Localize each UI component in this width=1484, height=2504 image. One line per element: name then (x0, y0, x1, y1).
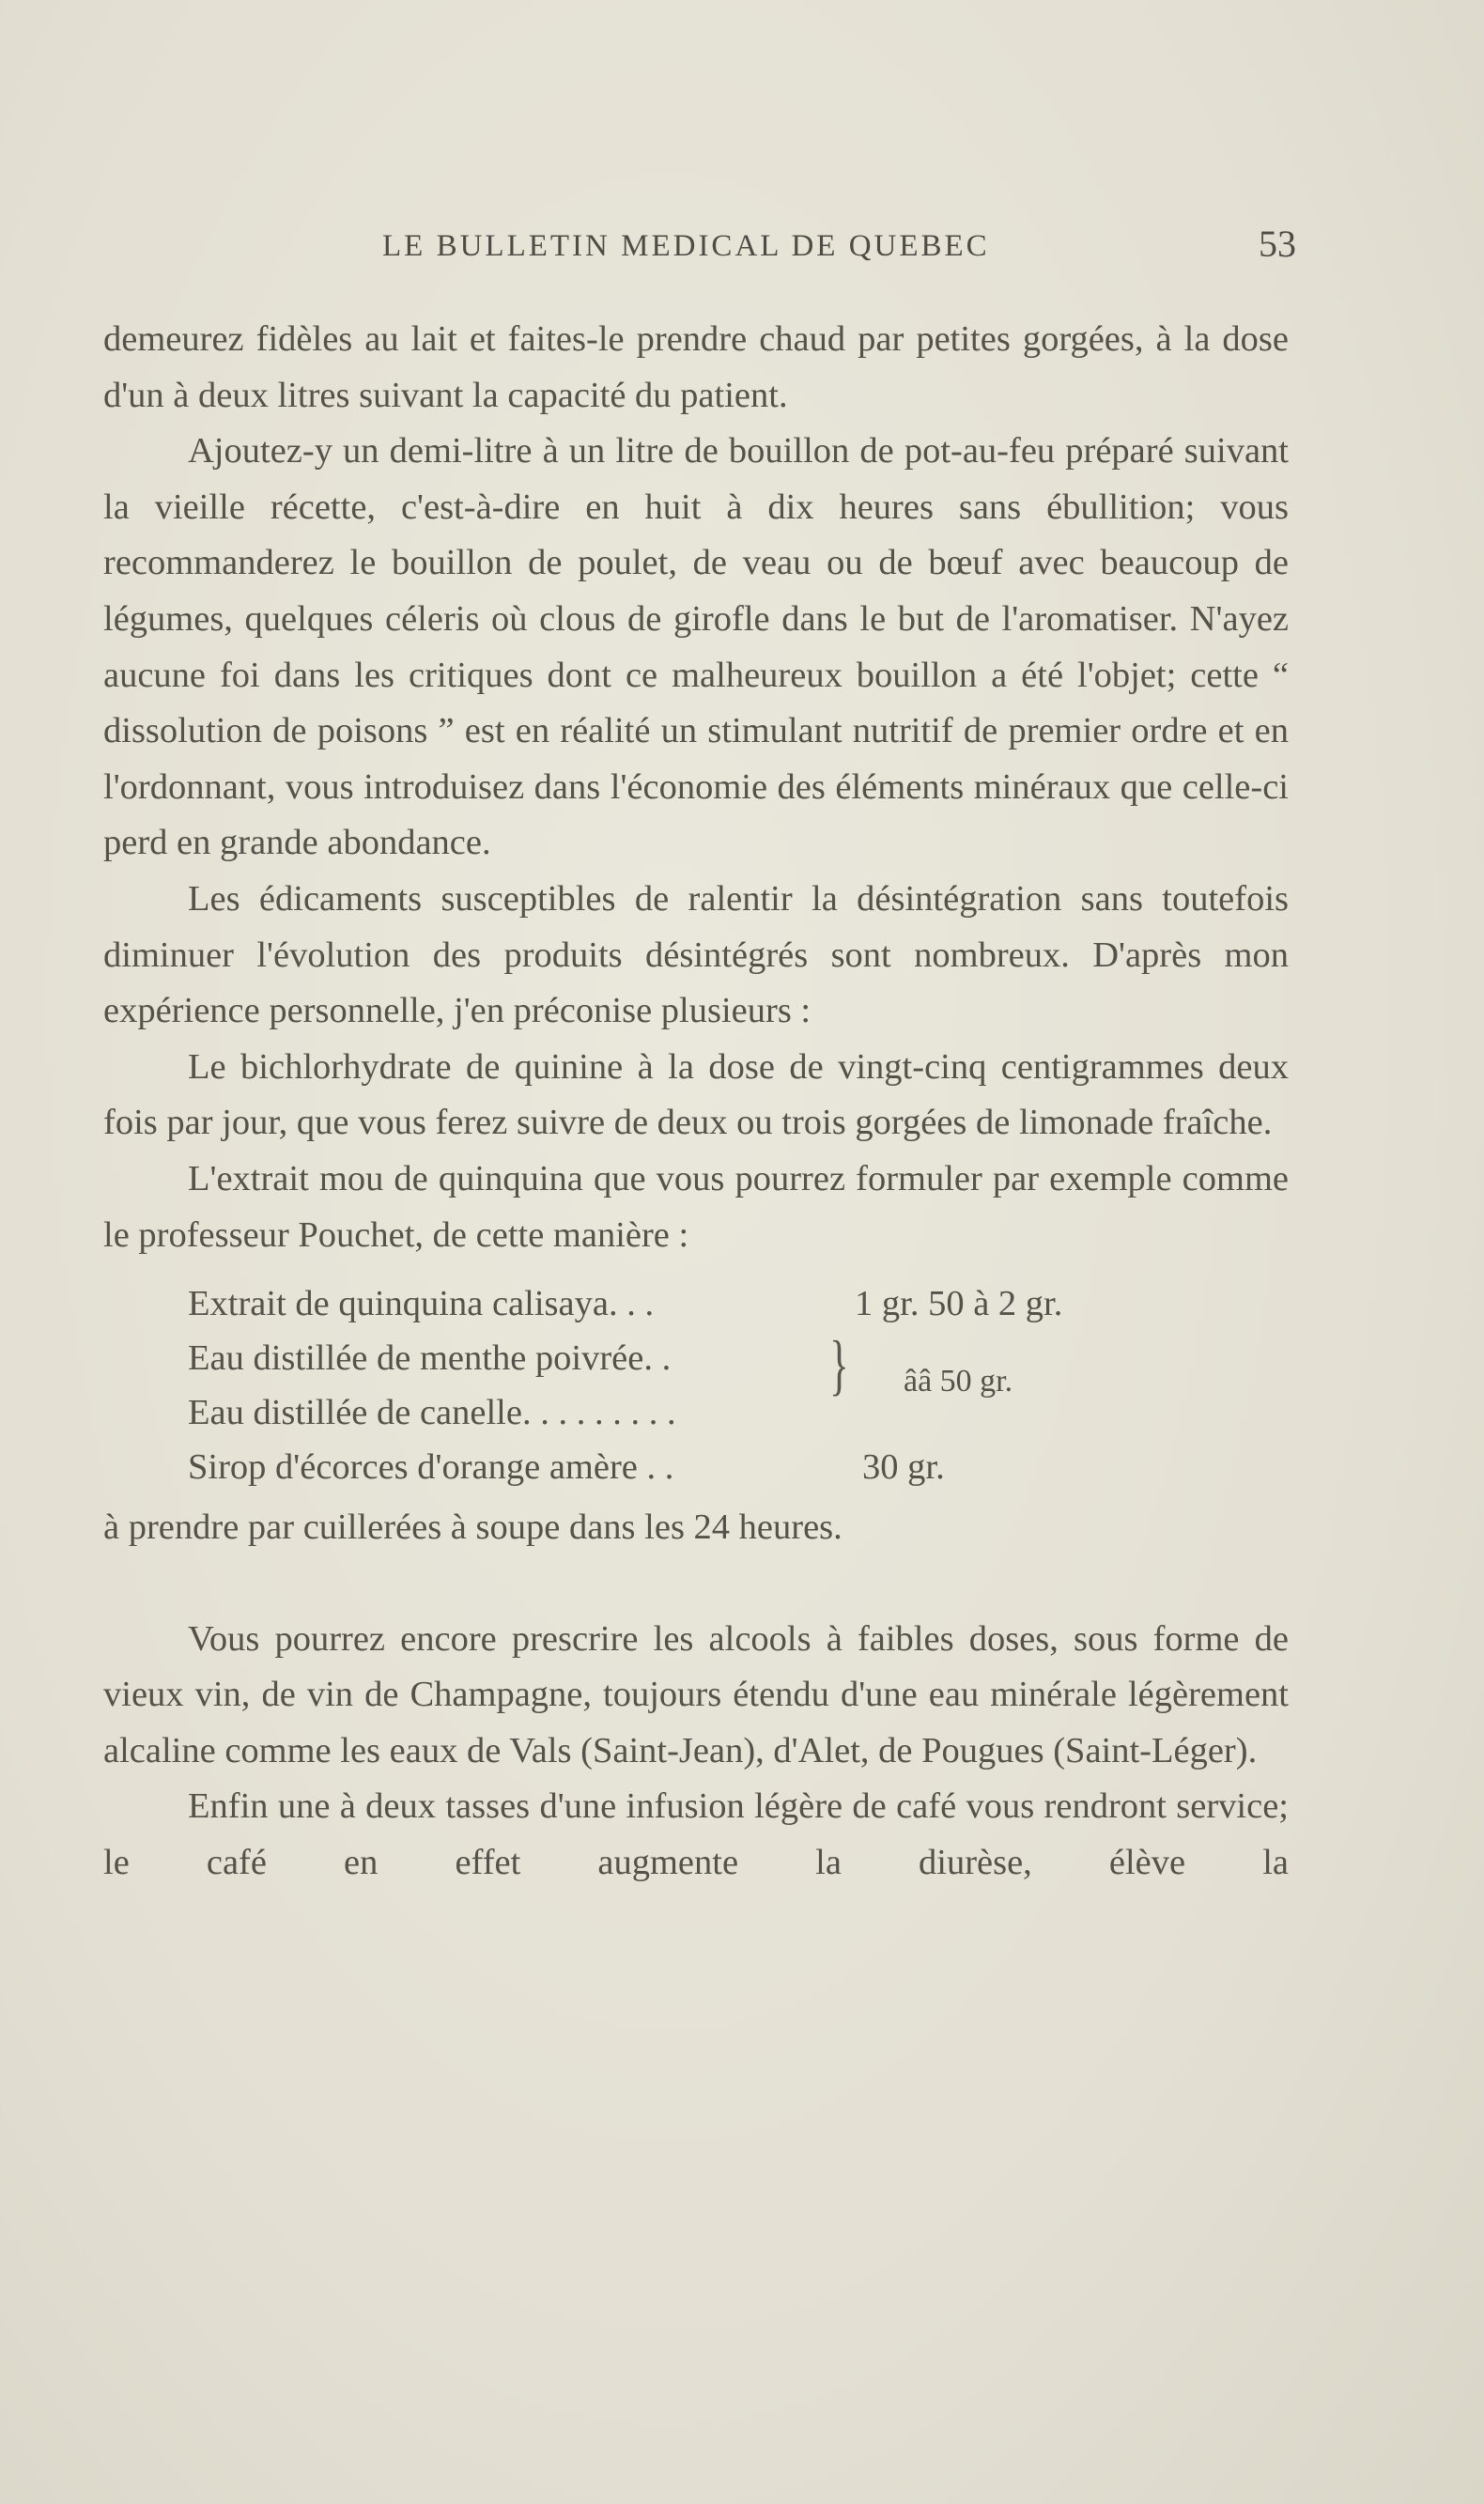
page-number: 53 (1259, 223, 1296, 265)
formula-row-label: Extrait de quinquina calisaya. . . (188, 1284, 655, 1324)
formula-row-quantity: 30 gr. (862, 1447, 945, 1488)
formula-row-quantity: 1 gr. 50 à 2 gr. (855, 1284, 1063, 1324)
formula-row-label: Sirop d'écorces d'orange amère . . (188, 1447, 674, 1488)
paragraph-cafe: Enfin une à deux tasses d'une infusion légère de café vous rendront service; le café en effet augmente la diurèse, élève la (103, 1786, 1289, 1883)
page-header (103, 222, 1296, 278)
formula-row-label: Eau distillée de menthe poivrée. . (188, 1338, 672, 1379)
prescription-formula (103, 1276, 1289, 1500)
paragraph-quinquina: L'extrait mou de quinquina que vous pourrez formuler par exemple comme le professeur Pouchet, de cette manière : (103, 1158, 1289, 1255)
paragraph-continuation: demeurez fidèles au lait et faites-le prendre chaud par petites gorgées, à la dose d'un à deux litres suivant la capacité du patient. (103, 319, 1289, 415)
paragraph-medicaments: Les édicaments susceptibles de ralentir la désintégration sans toutefois diminuer l'évolution des produits désintégrés sont nombreux. D'après mon expérience personnelle, j'en préconise plusieurs : (103, 878, 1289, 1031)
paragraph-bouillon: Ajoutez-y un demi-litre à un litre de bouillon de pot-au-feu préparé suivant la vieille récette, c'est-à-dire en huit à dix heures sans ébullition; vous recommanderez le bouillon de poulet, de veau ou de bœuf avec beaucoup de légumes, quelques céleris où clous de girofle dans le but de l'aromatiser. N'ayez aucune foi dans les critiques dont ce malheureux bouillon a été l'objet; cette “ dissolution de poisons ” est en réalité un stimulant nutritif de premier ordre et en l'ordonnant, vous introduisez dans l'économie des éléments minéraux que celle-ci perd en grande abondance. (103, 431, 1289, 863)
formula-instruction: à prendre par cuillerées à soupe dans les 24 heures. (103, 1507, 842, 1548)
formula-brace-quantity: ââ 50 gr. (904, 1364, 1013, 1399)
paragraph-quinine: Le bichlorhydrate de quinine à la dose de vingt-cinq centigrammes deux fois par jour, que vous ferez suivre de deux ou trois gorgées de limonade fraîche. (103, 1046, 1289, 1143)
formula-row-label: Eau distillée de canelle. . . . . . . . . (188, 1393, 676, 1433)
running-title: LE BULLETIN MEDICAL DE QUEBEC (382, 229, 990, 263)
body-text (103, 312, 1289, 1892)
brace-symbol: } (829, 1327, 849, 1403)
paragraph-alcools: Vous pourrez encore prescrire les alcools à faibles doses, sous forme de vieux vin, de vin de Champagne, toujours étendu d'une eau minérale légèrement alcaline comme les eaux de Vals (Saint-Jean), d'Alet, de Pougues (Saint-Léger). (103, 1618, 1289, 1770)
